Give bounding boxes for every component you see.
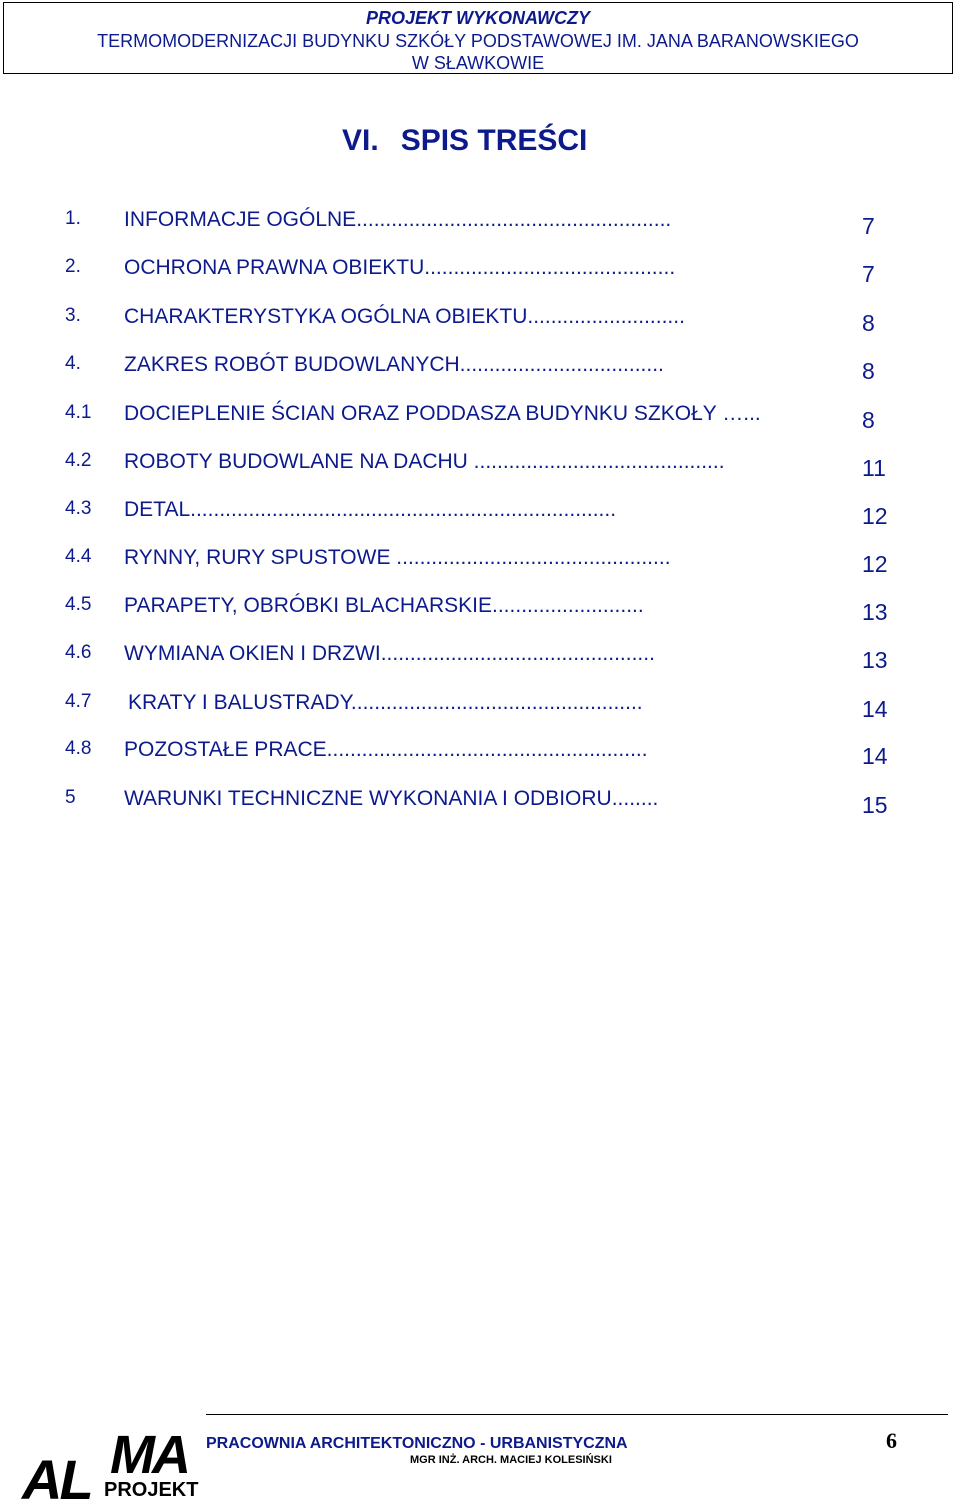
page-title xyxy=(342,124,587,158)
footer-architect-name: MGR INŻ. ARCH. MACIEJ KOLESIŃSKI xyxy=(410,1454,612,1466)
toc-entry-number: 4.1 xyxy=(65,402,92,423)
toc-entry-number: 4.8 xyxy=(65,738,92,759)
toc-entry[interactable] xyxy=(0,305,960,345)
toc-entry[interactable] xyxy=(0,787,960,827)
toc-entry-number: 2. xyxy=(65,256,81,277)
document-header xyxy=(3,2,953,74)
toc-entry[interactable] xyxy=(0,353,960,393)
toc-entry-page: 7 xyxy=(862,261,875,287)
company-logo xyxy=(22,1425,212,1511)
toc-entry[interactable] xyxy=(0,738,960,778)
logo-word-projekt: PROJEKT xyxy=(104,1479,199,1501)
toc-entry-number: 4.6 xyxy=(65,642,92,663)
title-number: VI. xyxy=(342,124,379,157)
toc-entry[interactable] xyxy=(0,642,960,682)
toc-entry-title: WARUNKI TECHNICZNE WYKONANIA I ODBIORU........ xyxy=(124,787,659,810)
toc-entry-title: RYNNY, RURY SPUSTOWE ............................................... xyxy=(124,546,671,569)
footer-firm-name: PRACOWNIA ARCHITEKTONICZNO - URBANISTYCZNA xyxy=(206,1435,628,1452)
toc-entry-title: INFORMACJE OGÓLNE...................................................... xyxy=(124,208,672,231)
toc-entry-page: 8 xyxy=(862,407,875,433)
toc-entry-number: 4.4 xyxy=(65,546,92,567)
toc-entry-title: CHARAKTERYSTYKA OGÓLNA OBIEKTU........................... xyxy=(124,305,685,328)
toc-entry-page: 13 xyxy=(862,599,888,625)
toc-entry-page: 7 xyxy=(862,213,875,239)
page-number: 6 xyxy=(886,1428,897,1453)
toc-entry-page: 12 xyxy=(862,503,888,529)
toc-entry-title: DETAL......................................................................... xyxy=(124,498,617,521)
toc-entry-title: PARAPETY, OBRÓBKI BLACHARSKIE.......................... xyxy=(124,594,644,617)
toc-entry[interactable] xyxy=(0,208,960,248)
toc-entry-page: 8 xyxy=(862,310,875,336)
logo-letters-ma: MA xyxy=(110,1425,188,1485)
toc-entry-page: 14 xyxy=(862,696,888,722)
logo-letters-al: AL xyxy=(22,1448,91,1511)
toc-entry-title: ZAKRES ROBÓT BUDOWLANYCH................................... xyxy=(124,353,664,376)
toc-entry-number: 4.2 xyxy=(65,450,92,471)
toc-entry-title: OCHRONA PRAWNA OBIEKTU........................................... xyxy=(124,256,676,279)
toc-entry[interactable] xyxy=(0,450,960,490)
toc-entry-page: 14 xyxy=(862,743,888,769)
toc-entry[interactable] xyxy=(0,691,960,731)
toc-entry[interactable] xyxy=(0,546,960,586)
toc-entry-number: 3. xyxy=(65,305,81,326)
header-project-name: TERMOMODERNIZACJI BUDYNKU SZKÓŁY PODSTAWOWEJ IM. JANA BARANOWSKIEGO xyxy=(97,31,859,51)
header-project-type: PROJEKT WYKONAWCZY xyxy=(365,8,590,28)
footer-divider xyxy=(206,1414,948,1415)
toc-entry-number: 4.5 xyxy=(65,594,92,615)
toc-entry-number: 1. xyxy=(65,208,81,229)
toc-entry-title: WYMIANA OKIEN I DRZWI............................................... xyxy=(124,642,655,665)
toc-entry-page: 8 xyxy=(862,358,875,384)
toc-entry-title: KRATY I BALUSTRADY.................................................. xyxy=(128,691,643,714)
toc-entry-number: 4.7 xyxy=(65,691,92,712)
toc-entry[interactable] xyxy=(0,256,960,296)
toc-entry-page: 15 xyxy=(862,792,888,818)
toc-entry-page: 11 xyxy=(862,455,886,481)
toc-entry-number: 5 xyxy=(65,787,76,808)
toc-entry-title: POZOSTAŁE PRACE....................................................... xyxy=(124,738,648,761)
toc-entry-number: 4. xyxy=(65,353,81,374)
toc-entry-page: 12 xyxy=(862,551,888,577)
toc-entry-number: 4.3 xyxy=(65,498,92,519)
header-location: W SŁAWKOWIE xyxy=(411,53,545,73)
toc-entry[interactable] xyxy=(0,594,960,634)
toc-entry-title: ROBOTY BUDOWLANE NA DACHU ........................................... xyxy=(124,450,725,473)
title-text: SPIS TREŚCI xyxy=(400,124,588,157)
toc-entry-title: DOCIEPLENIE ŚCIAN ORAZ PODDASZA BUDYNKU SZKOŁY …... xyxy=(124,402,761,425)
toc-entry[interactable] xyxy=(0,402,960,442)
toc-entry-page: 13 xyxy=(862,647,888,673)
toc-entry[interactable] xyxy=(0,498,960,538)
